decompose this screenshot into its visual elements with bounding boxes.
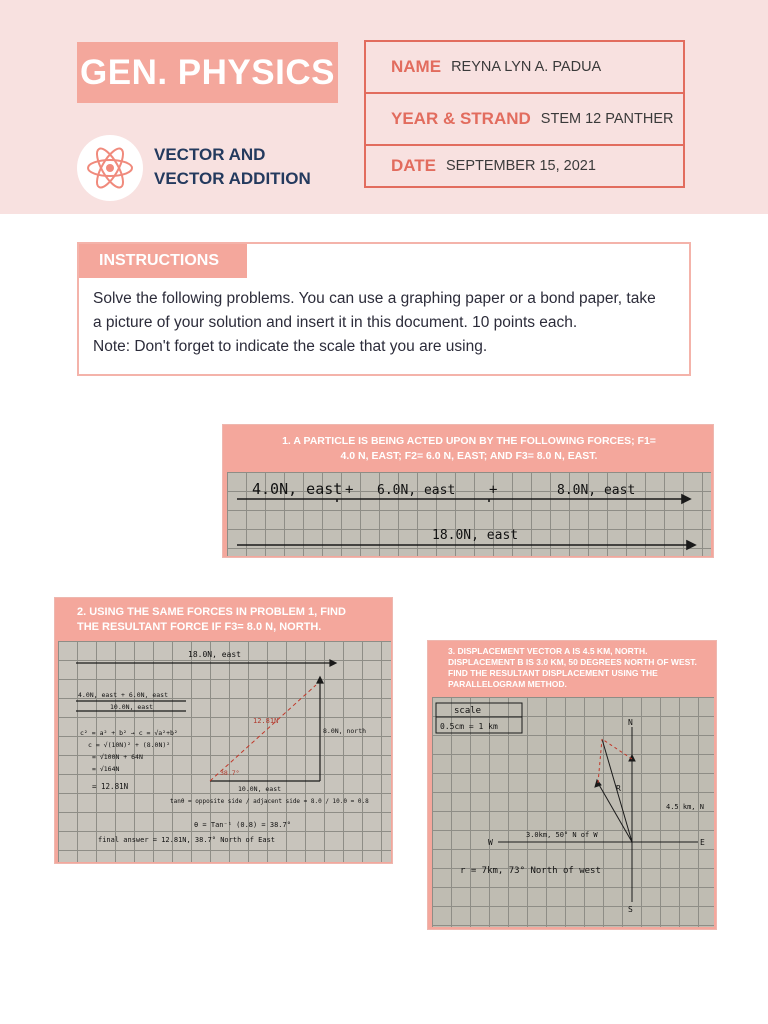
- p2-sum-label: 10.0N, east: [110, 703, 154, 711]
- problem-1-caption: [223, 434, 715, 464]
- p1-f1-label: 4.0N, east: [252, 480, 343, 498]
- problem-2-card: [54, 597, 393, 864]
- instructions-text: [93, 287, 683, 359]
- problem-3-card: [427, 640, 717, 930]
- name-value: REYNA LYN A. PADUA: [451, 59, 602, 75]
- p1-result-label: 18.0N, east: [432, 528, 519, 543]
- problem-3-caption-line-1: 3. DISPLACEMENT VECTOR A IS 4.5 KM, NORTH.: [448, 646, 648, 656]
- problem-2-caption-line-2: THE RESULTANT FORCE IF F3= 8.0 N, NORTH.: [77, 621, 322, 633]
- atom-icon-badge: [77, 135, 143, 201]
- p3-south: S: [628, 905, 633, 914]
- problem-3-photo: [432, 697, 714, 927]
- p3-west: W: [488, 838, 493, 847]
- p2-base-label: 10.0N, east: [238, 785, 282, 793]
- year-strand-label: YEAR & STRAND: [391, 109, 531, 128]
- p2-top-label: 18.0N, east: [188, 650, 241, 659]
- p2-step-3: = √164N: [92, 765, 120, 773]
- problem-1-card: [222, 424, 714, 558]
- student-info-table: [364, 40, 685, 188]
- p1-f2-label: 6.0N, east: [377, 483, 456, 498]
- year-strand-row: [366, 94, 683, 146]
- p3-vector-a-label: 4.5 km, N: [666, 803, 704, 811]
- p2-forces-label: 4.0N, east + 6.0N, east: [78, 691, 169, 699]
- problem-2-photo: [58, 641, 391, 862]
- atom-icon: [84, 142, 136, 194]
- p2-north-label: 8.0N, north: [323, 727, 367, 735]
- p2-angle-label: 38.7°: [220, 769, 240, 777]
- p2-step-1: c = √(10N)² + (8.0N)²: [88, 741, 171, 749]
- instructions-line-1: Solve the following problems. You can use a graphing paper or a bond paper, take: [93, 290, 656, 307]
- p3-scale-value: 0.5cm = 1 km: [440, 722, 498, 731]
- p3-result-line: r = 7km, 73° North of west: [460, 866, 601, 876]
- problem-3-caption-line-4: PARALLELOGRAM METHOD.: [448, 679, 567, 689]
- year-strand-value: STEM 12 PANTHER: [540, 111, 674, 127]
- p3-east: E: [700, 838, 705, 847]
- p1-plus-2: +: [489, 482, 498, 498]
- problem-2-caption: [77, 605, 377, 635]
- p1-f3-label: 8.0N, east: [557, 483, 636, 498]
- date-label: DATE: [391, 156, 437, 175]
- p3-scale-title: scale: [454, 706, 482, 716]
- topic-line-2: VECTOR ADDITION: [154, 169, 311, 188]
- name-label: NAME: [391, 57, 442, 76]
- date-value: SEPTEMBER 15, 2021: [446, 158, 596, 174]
- p2-pythagoras: c² = a² + b² → c = √a²+b²: [80, 729, 178, 737]
- p3-north: N: [628, 718, 633, 727]
- p2-final-answer: final answer = 12.81N, 38.7° North of East: [98, 836, 276, 844]
- p2-step-2: = √100N + 64N: [92, 753, 143, 761]
- p2-hyp-label: 12.81N: [253, 717, 279, 725]
- problem-3-caption: [448, 646, 713, 690]
- problem-1-caption-line-1: 1. A PARTICLE IS BEING ACTED UPON BY THE FOLLOWING FORCES; F1=: [282, 435, 656, 447]
- p3-resultant-label: R: [616, 784, 621, 793]
- problem-3-caption-line-3: FIND THE RESULTANT DISPLACEMENT USING THE: [448, 668, 658, 678]
- instructions-tab: INSTRUCTIONS: [79, 244, 247, 278]
- p2-step-4: = 12.81N: [92, 782, 129, 791]
- p3-vector-b-label: 3.0km, 50° N of W: [526, 831, 598, 839]
- problem-1-caption-line-2: 4.0 N, EAST; F2= 6.0 N, EAST; AND F3= 8.0 N, EAST.: [340, 450, 598, 462]
- p2-tan-line: tanθ = opposite side / adjacent side = 8.0 / 10.0 = 0.8: [170, 798, 369, 805]
- instructions-line-3: Note: Don't forget to indicate the scale that you are using.: [93, 338, 488, 355]
- page-title: GEN. PHYSICS: [77, 42, 338, 103]
- p1-plus-1: +: [345, 482, 354, 498]
- topic-title: [154, 143, 311, 191]
- problem-1-photo: [227, 472, 711, 556]
- p2-theta-line: θ = Tan⁻¹ (0.8) = 38.7°: [194, 821, 291, 829]
- instructions-line-2: a picture of your solution and insert it in this document. 10 points each.: [93, 314, 578, 331]
- name-row: [366, 42, 683, 94]
- instructions-box: [77, 242, 691, 376]
- date-row: [366, 146, 683, 186]
- problem-2-caption-line-1: 2. USING THE SAME FORCES IN PROBLEM 1, FIND: [77, 606, 346, 618]
- problem-3-caption-line-2: DISPLACEMENT B IS 3.0 KM, 50 DEGREES NORTH OF WEST.: [448, 657, 697, 667]
- topic-line-1: VECTOR AND: [154, 145, 266, 164]
